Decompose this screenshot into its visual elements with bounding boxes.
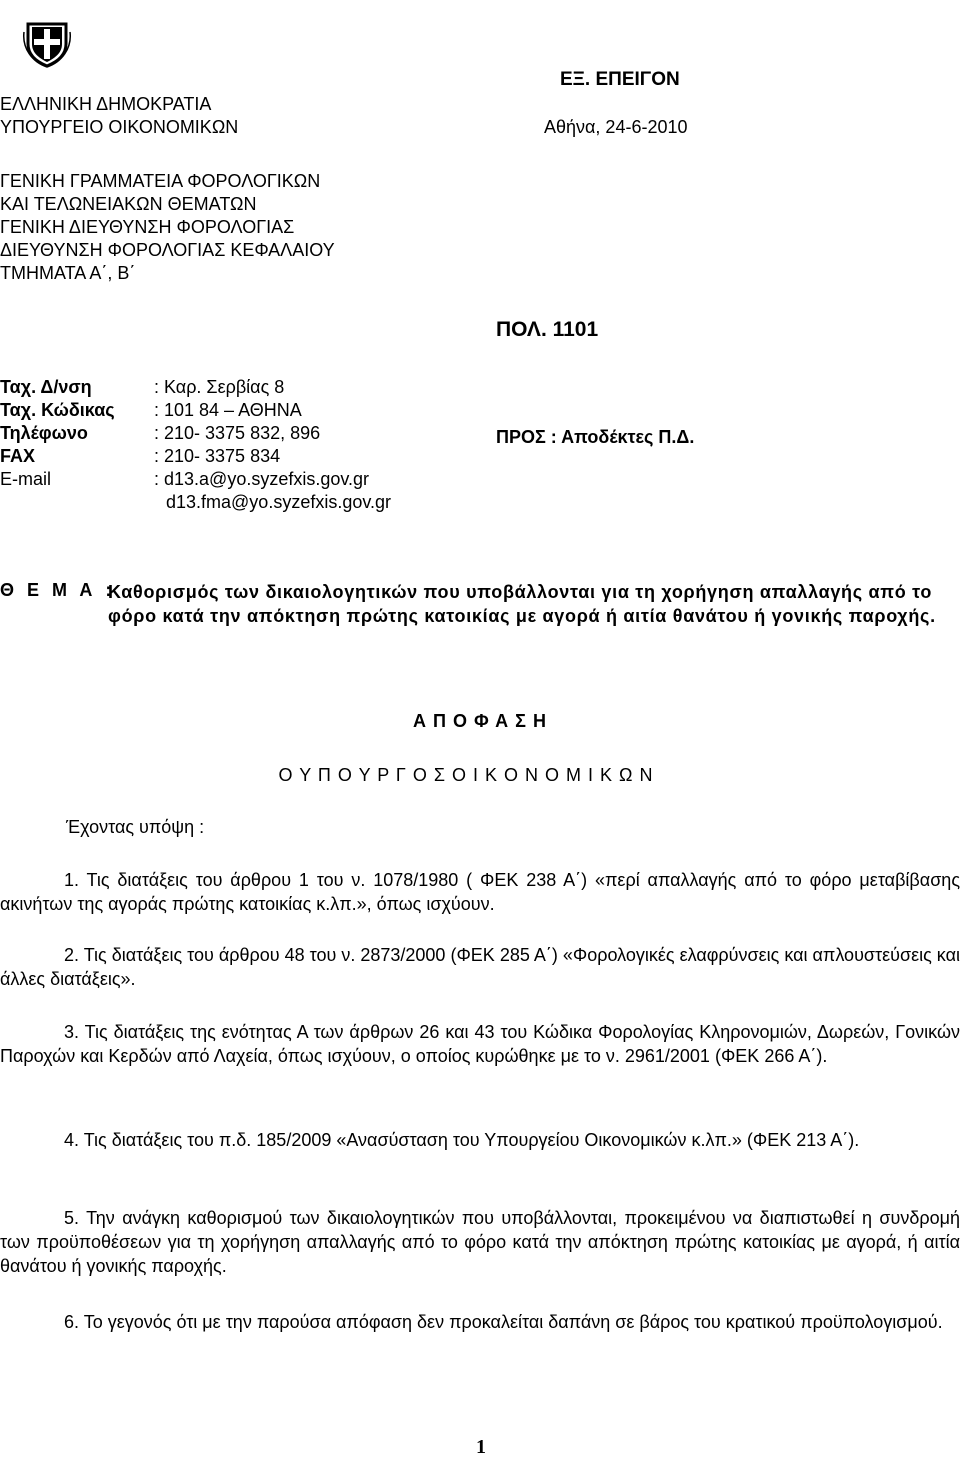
department-line: ΓΕΝΙΚΗ ΔΙΕΥΘΥΝΣΗ ΦΟΡΟΛΟΓΙΑΣ <box>0 217 295 237</box>
consideration-text: 3. Τις διατάξεις της ενότητας Α των άρθρων 26 και 43 του Κώδικα Φορολογίας Κληρονομιών, Δωρεών, Γονικών Παροχών και Κερδών από Λαχεία, όπως ισχύουν, ο οποίος κυρώθηκε με το ν. 2961/2001 (ΦΕΚ 266 Α΄). <box>0 1022 960 1066</box>
consideration-item <box>0 1020 960 1068</box>
email-value-secondary: d13.fma@yo.syzefxis.gov.gr <box>166 492 392 512</box>
page-number: 1 <box>476 1436 486 1458</box>
urgency-label: ΕΞ. ΕΠΕΙΓΟΝ <box>560 69 680 90</box>
consideration-text: 5. Την ανάγκη καθορισμού των δικαιολογητικών που υποβάλλονται, προκειμένου να διαπιστωθεί η συνδρομή των προϋποθέσεων για τη χορήγηση απαλλαγής από το φόρο κατά την απόκτηση πρώτης κατοικίας με αγορά, ή αιτία θανάτου ή γονικής παροχής. <box>0 1208 960 1276</box>
consideration-text: 1. Τις διατάξεις του άρθρου 1 του ν. 1078/1980 ( ΦΕΚ 238 Α΄) «περί απαλλαγής από το φόρο μεταβίβασης ακινήτων της αγοράς πρώτης κατοικίας κ.λπ.», όπως ισχύουν. <box>0 870 960 914</box>
consideration-item <box>0 1310 960 1334</box>
department-block <box>0 170 335 285</box>
department-line: ΔΙΕΥΘΥΝΣΗ ΦΟΡΟΛΟΓΙΑΣ ΚΕΦΑΛΑΙΟΥ <box>0 240 335 260</box>
consideration-item <box>0 943 960 991</box>
circular-number: ΠΟΛ. 1101 <box>496 318 599 341</box>
department-line: ΚΑΙ ΤΕΛΩΝΕΙΑΚΩΝ ΘΕΜΑΤΩΝ <box>0 194 257 214</box>
fax-value: : 210- 3375 834 <box>154 446 281 466</box>
fax-label: FAX <box>0 446 36 466</box>
consideration-item <box>0 1128 960 1152</box>
subject-block <box>0 580 960 628</box>
address-label: Ταχ. Δ/νση <box>0 377 92 397</box>
email-label: E-mail <box>0 469 52 489</box>
consideration-item <box>0 868 960 916</box>
department-line: ΤΜΗΜΑΤΑ Α΄, Β΄ <box>0 263 136 283</box>
considering-label: Έχοντας υπόψη : <box>66 817 205 837</box>
subject-label: Θ Ε Μ Α : <box>0 580 116 600</box>
phone-value: : 210- 3375 832, 896 <box>154 423 321 443</box>
phone-label: Τηλέφωνο <box>0 423 88 443</box>
address-value: : Καρ. Σερβίας 8 <box>154 377 285 397</box>
subject-text: Καθορισμός των δικαιολογητικών που υποβάλλονται για τη χορήγηση απαλλαγής από το φόρο κατά την απόκτηση πρώτης κατοικίας με αγορά ή αιτία θανάτου ή γονικής παροχής. <box>108 582 936 626</box>
decision-title: Α Π Ο Φ Α Σ Η <box>413 711 547 731</box>
issuer-block <box>0 93 238 139</box>
consideration-text: 6. Το γεγονός ότι με την παρούσα απόφαση δεν προκαλείται δαπάνη σε βάρος του κρατικού προϋπολογισμού. <box>64 1312 943 1332</box>
consideration-text: 2. Τις διατάξεις του άρθρου 48 του ν. 2873/2000 (ΦΕΚ 285 Α΄) «Φορολογικές ελαφρύνσεις και απλουστεύσεις και άλλες διατάξεις». <box>0 945 960 989</box>
minister-title: Ο Υ Π Ο Υ Ρ Γ Ο Σ Ο Ι Κ Ο Ν Ο Μ Ι Κ Ω Ν <box>278 765 654 785</box>
consideration-item <box>0 1206 960 1278</box>
department-line: ΓΕΝΙΚΗ ΓΡΑΜΜΑΤΕΙΑ ΦΟΡΟΛΟΓΙΚΩΝ <box>0 171 321 191</box>
recipient-line: ΠΡΟΣ : Αποδέκτες Π.Δ. <box>496 427 695 447</box>
consideration-text: 4. Τις διατάξεις του π.δ. 185/2009 «Ανασύσταση του Υπουργείου Οικονομικών κ.λπ.» (ΦΕΚ 213 Α΄). <box>64 1130 860 1150</box>
ministry-name: ΥΠΟΥΡΓΕΙΟ ΟΙΚΟΝΟΜΙΚΩΝ <box>0 117 239 137</box>
country-name: ΕΛΛΗΝΙΚΗ ΔΗΜΟΚΡΑΤΙΑ <box>0 94 212 114</box>
document-date: Αθήνα, 24-6-2010 <box>544 117 688 137</box>
email-value: : d13.a@yo.syzefxis.gov.gr <box>154 469 370 489</box>
postcode-value: : 101 84 – ΑΘΗΝΑ <box>154 400 302 420</box>
greek-coat-of-arms-icon <box>22 18 72 68</box>
postcode-label: Ταχ. Κώδικας <box>0 400 115 420</box>
